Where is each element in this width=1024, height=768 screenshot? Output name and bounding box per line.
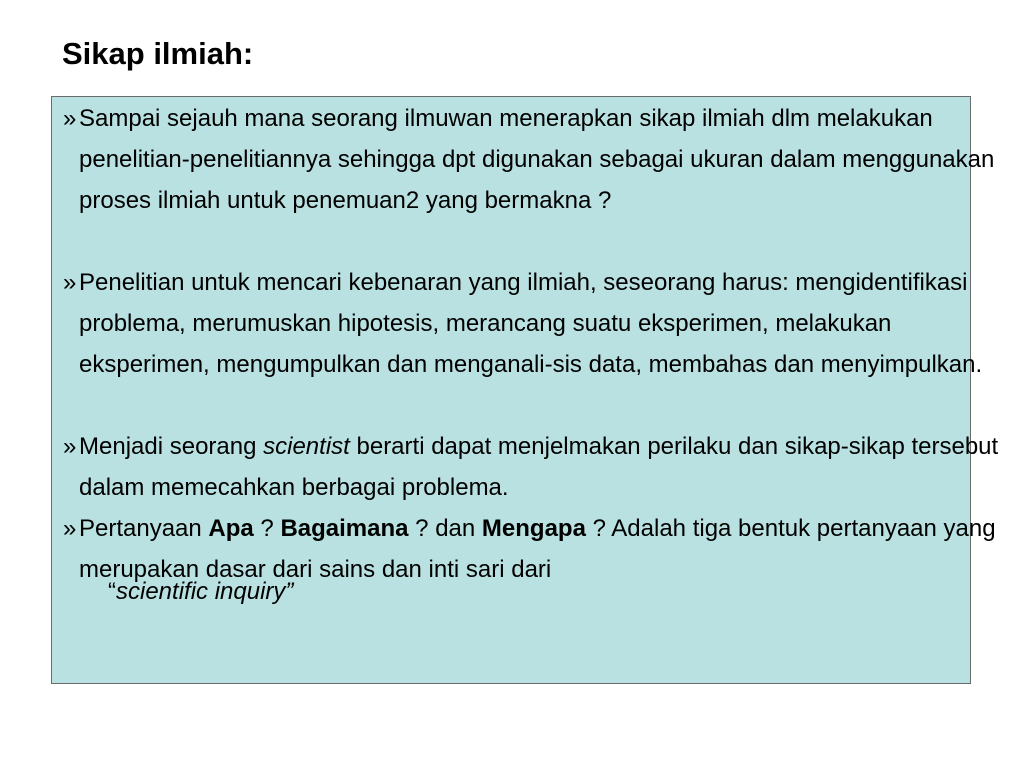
- bullet-item: [52, 262, 1009, 385]
- bullet-text-part: Pertanyaan: [79, 515, 209, 542]
- bullet-text-part: Menjadi seorang: [79, 433, 264, 460]
- bullet-marker-icon: »: [63, 433, 77, 460]
- bullet-text-part: berarti dapat menjelmakan perilaku dan sikap-sikap tersebut dalam memecahkan berbagai problema.: [79, 433, 999, 501]
- slide-title: Sikap ilmiah:: [62, 36, 254, 71]
- content-box: [51, 96, 999, 684]
- bold-term: Apa: [208, 515, 254, 542]
- bullet-marker-icon: »: [63, 105, 77, 132]
- bullet-text-part: ?: [253, 515, 281, 542]
- italic-term: scientist: [263, 433, 350, 460]
- bullet-text-part: ? dan: [408, 515, 482, 542]
- open-quote: “: [108, 578, 116, 605]
- bold-term: Mengapa: [481, 515, 586, 542]
- bullet-marker-icon: »: [63, 269, 77, 296]
- bullet-item: [52, 98, 1009, 221]
- bold-term: Bagaimana: [280, 515, 409, 542]
- bullet-text: Sampai sejauh mana seorang ilmuwan menerapkan sikap ilmiah dlm melakukan penelitian-penelitiannya sehingga dpt digunakan sebagai ukuran dalam menggunakan proses ilmiah untuk penemuan2 yang bermakna ?: [79, 105, 995, 214]
- quoted-term: scientific inquiry”: [116, 578, 294, 605]
- bullet-marker-icon: »: [63, 515, 77, 542]
- bullet-text-part: ? Adalah tiga bentuk pertanyaan yang merupakan dasar dari sains dan inti sari dari: [79, 515, 996, 583]
- bullet-item: [52, 426, 1009, 508]
- bullet-text: Penelitian untuk mencari kebenaran yang ilmiah, seseorang harus: mengidentifikasi problema, merumuskan hipotesis, merancang suatu eksperimen, melakukan eksperimen, mengumpulkan dan menganali-sis data, membahas dan menyimpulkan.: [79, 269, 983, 378]
- scientific-inquiry-quote: [108, 575, 293, 609]
